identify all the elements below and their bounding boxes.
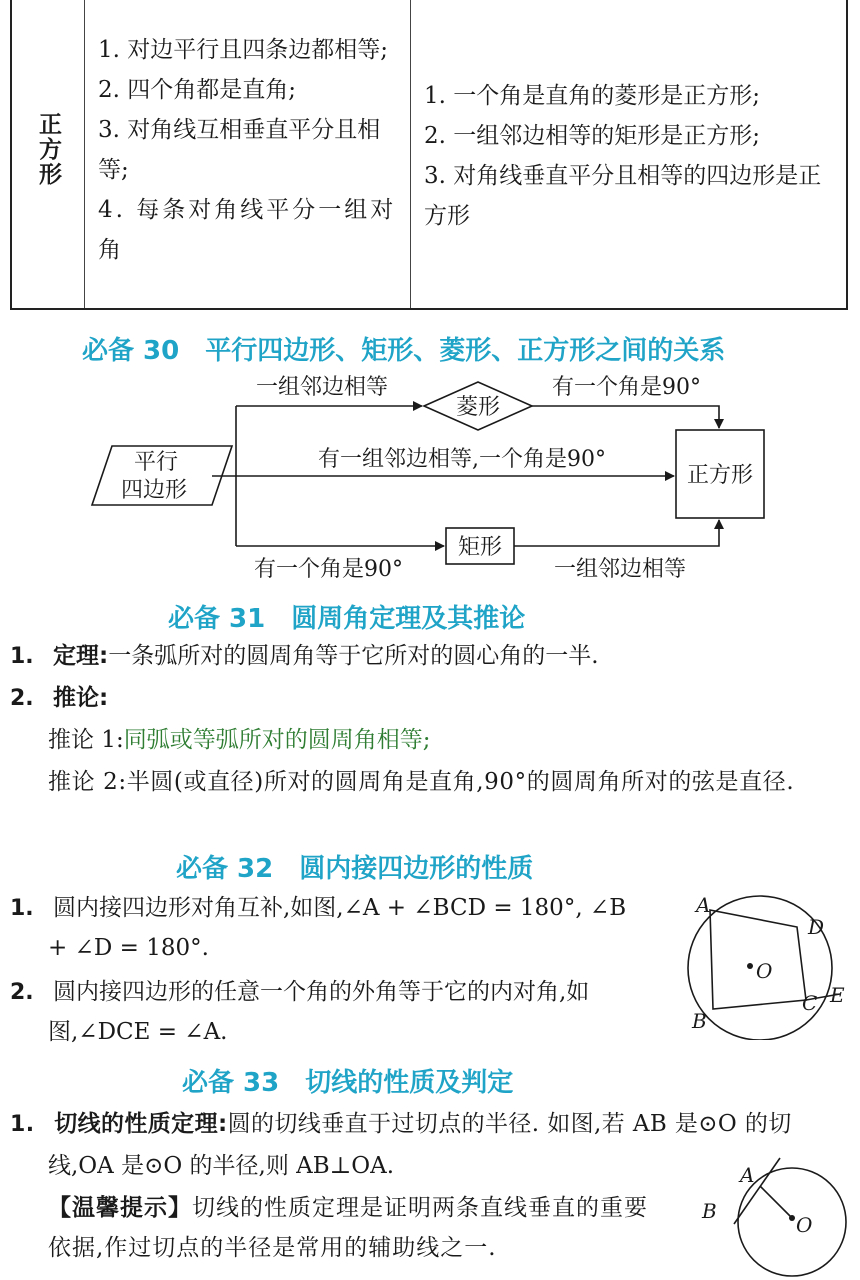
s33-item-1-line-2: 线,OA 是⊙O 的半径,则 AB⊥OA.: [48, 1153, 395, 1179]
table-criteria-cell: [424, 76, 842, 236]
table-property-4: 4. 每条对角线平分一组对角: [98, 197, 397, 263]
radius-oa: [760, 1186, 792, 1218]
s31-corollary-2: [48, 762, 848, 802]
tangent-label-a: A: [740, 1163, 755, 1187]
s31-item-1-label: 定理:: [52, 643, 109, 669]
s31-corollary-1-label: 推论 1:: [48, 727, 124, 753]
quadrilateral-relation-diagram: [0, 370, 860, 590]
s33-tip-line-1: 切线的性质定理是证明两条直线垂直的重要: [192, 1195, 648, 1221]
section-30-heading: 必备 30 平行四边形、矩形、菱形、正方形之间的关系: [82, 336, 726, 366]
s31-item-2-label: 推论:: [52, 685, 109, 711]
table-property-2: 2. 四个角都是直角;: [98, 77, 297, 103]
table-row-header: 正方形: [35, 112, 61, 187]
table-criterion-1: 1. 一个角是直角的菱形是正方形;: [424, 83, 761, 109]
s31-item-2-number: 2.: [10, 686, 34, 711]
tangent-label-o: O: [796, 1213, 813, 1237]
edge-label-top-right: 有一个角是90°: [552, 375, 701, 400]
cyclic-center-dot: [747, 963, 753, 969]
table-divider-1: [84, 0, 85, 308]
s32-item-1-line-2: + ∠D = 180°.: [48, 935, 209, 961]
s31-item-1-text: 一条弧所对的圆周角等于它所对的圆心角的一半.: [108, 643, 599, 669]
tangent-center-dot: [789, 1215, 795, 1221]
table-property-3: 3. 对角线互相垂直平分且相等;: [98, 117, 381, 183]
s32-item-2-line-2: 图,∠DCE = ∠A.: [48, 1019, 228, 1045]
label-o: O: [756, 959, 773, 983]
square-label: 正方形: [686, 463, 754, 488]
cyclic-quadrilateral-figure: [680, 890, 852, 1040]
s31-item-1-number: 1.: [10, 644, 34, 669]
rhombus-label: 菱形: [455, 395, 501, 420]
s33-tip-label: 【温馨提示】: [48, 1195, 192, 1221]
s31-corollary-1-text: 同弧或等弧所对的圆周角相等;: [123, 727, 431, 753]
s32-item-1-line-1: 圆内接四边形对角互补,如图,∠A + ∠BCD = 180°, ∠B: [52, 895, 627, 921]
edge-label-bottom-right: 一组邻边相等: [554, 557, 687, 582]
label-e: E: [830, 983, 845, 1007]
s31-corollary-1: [48, 720, 430, 760]
s31-corollary-2-label: 推论 2:: [48, 769, 127, 795]
section-32-heading: 必备 32 圆内接四边形的性质: [176, 854, 534, 884]
s32-item-2: [10, 972, 589, 1013]
section-31-heading: 必备 31 圆周角定理及其推论: [168, 604, 526, 634]
square-table: [10, 0, 848, 310]
label-d: D: [808, 915, 825, 939]
s31-corollary-2-text: 半圆(或直径)所对的圆周角是直角,90°的圆周角所对的弦是直径.: [126, 769, 795, 795]
s33-item-1-line-1: 圆的切线垂直于过切点的半径. 如图,若 AB 是⊙O 的切: [227, 1111, 792, 1137]
s32-item-1: [10, 888, 626, 929]
table-property-1: 1. 对边平行且四条边都相等;: [98, 37, 389, 63]
section-33-heading: 必备 33 切线的性质及判定: [182, 1068, 514, 1098]
edge-label-bottom-left: 有一个角是90°: [254, 557, 403, 582]
edge-label-top-left: 一组邻边相等: [256, 375, 389, 400]
table-divider-2: [410, 0, 411, 308]
s32-item-1-number: 1.: [10, 896, 34, 921]
edge-label-middle: 有一组邻边相等,一个角是90°: [318, 447, 606, 472]
parallelogram-label-1: 平行: [133, 450, 179, 475]
rectangle-label: 矩形: [457, 535, 503, 560]
edge-rectangle-to-square: [514, 520, 719, 546]
s31-item-1: [10, 636, 599, 677]
table-criterion-2: 2. 一组邻边相等的矩形是正方形;: [424, 123, 761, 149]
s32-item-2-line-1: 圆内接四边形的任意一个角的外角等于它的内对角,如: [52, 979, 590, 1005]
s33-item-1-number: 1.: [10, 1112, 35, 1137]
s33-tip: [48, 1188, 648, 1228]
table-properties-cell: [98, 30, 408, 270]
label-b: B: [692, 1009, 707, 1033]
s33-item-1-label: 切线的性质定理:: [54, 1111, 228, 1137]
s32-item-2-number: 2.: [10, 980, 34, 1005]
table-criterion-3: 3. 对角线垂直平分且相等的四边形是正方形: [424, 163, 822, 229]
s33-item-1: [10, 1104, 792, 1145]
tangent-label-b: B: [702, 1199, 717, 1223]
tangent-figure: [698, 1156, 852, 1280]
label-a: A: [696, 893, 711, 917]
edge-rhombus-to-square: [532, 406, 719, 428]
s31-item-2: [10, 678, 108, 719]
s33-tip-line-2: 依据,作过切点的半径是常用的辅助线之一.: [48, 1235, 497, 1261]
label-c: C: [802, 991, 818, 1015]
parallelogram-label-2: 四边形: [120, 478, 188, 503]
